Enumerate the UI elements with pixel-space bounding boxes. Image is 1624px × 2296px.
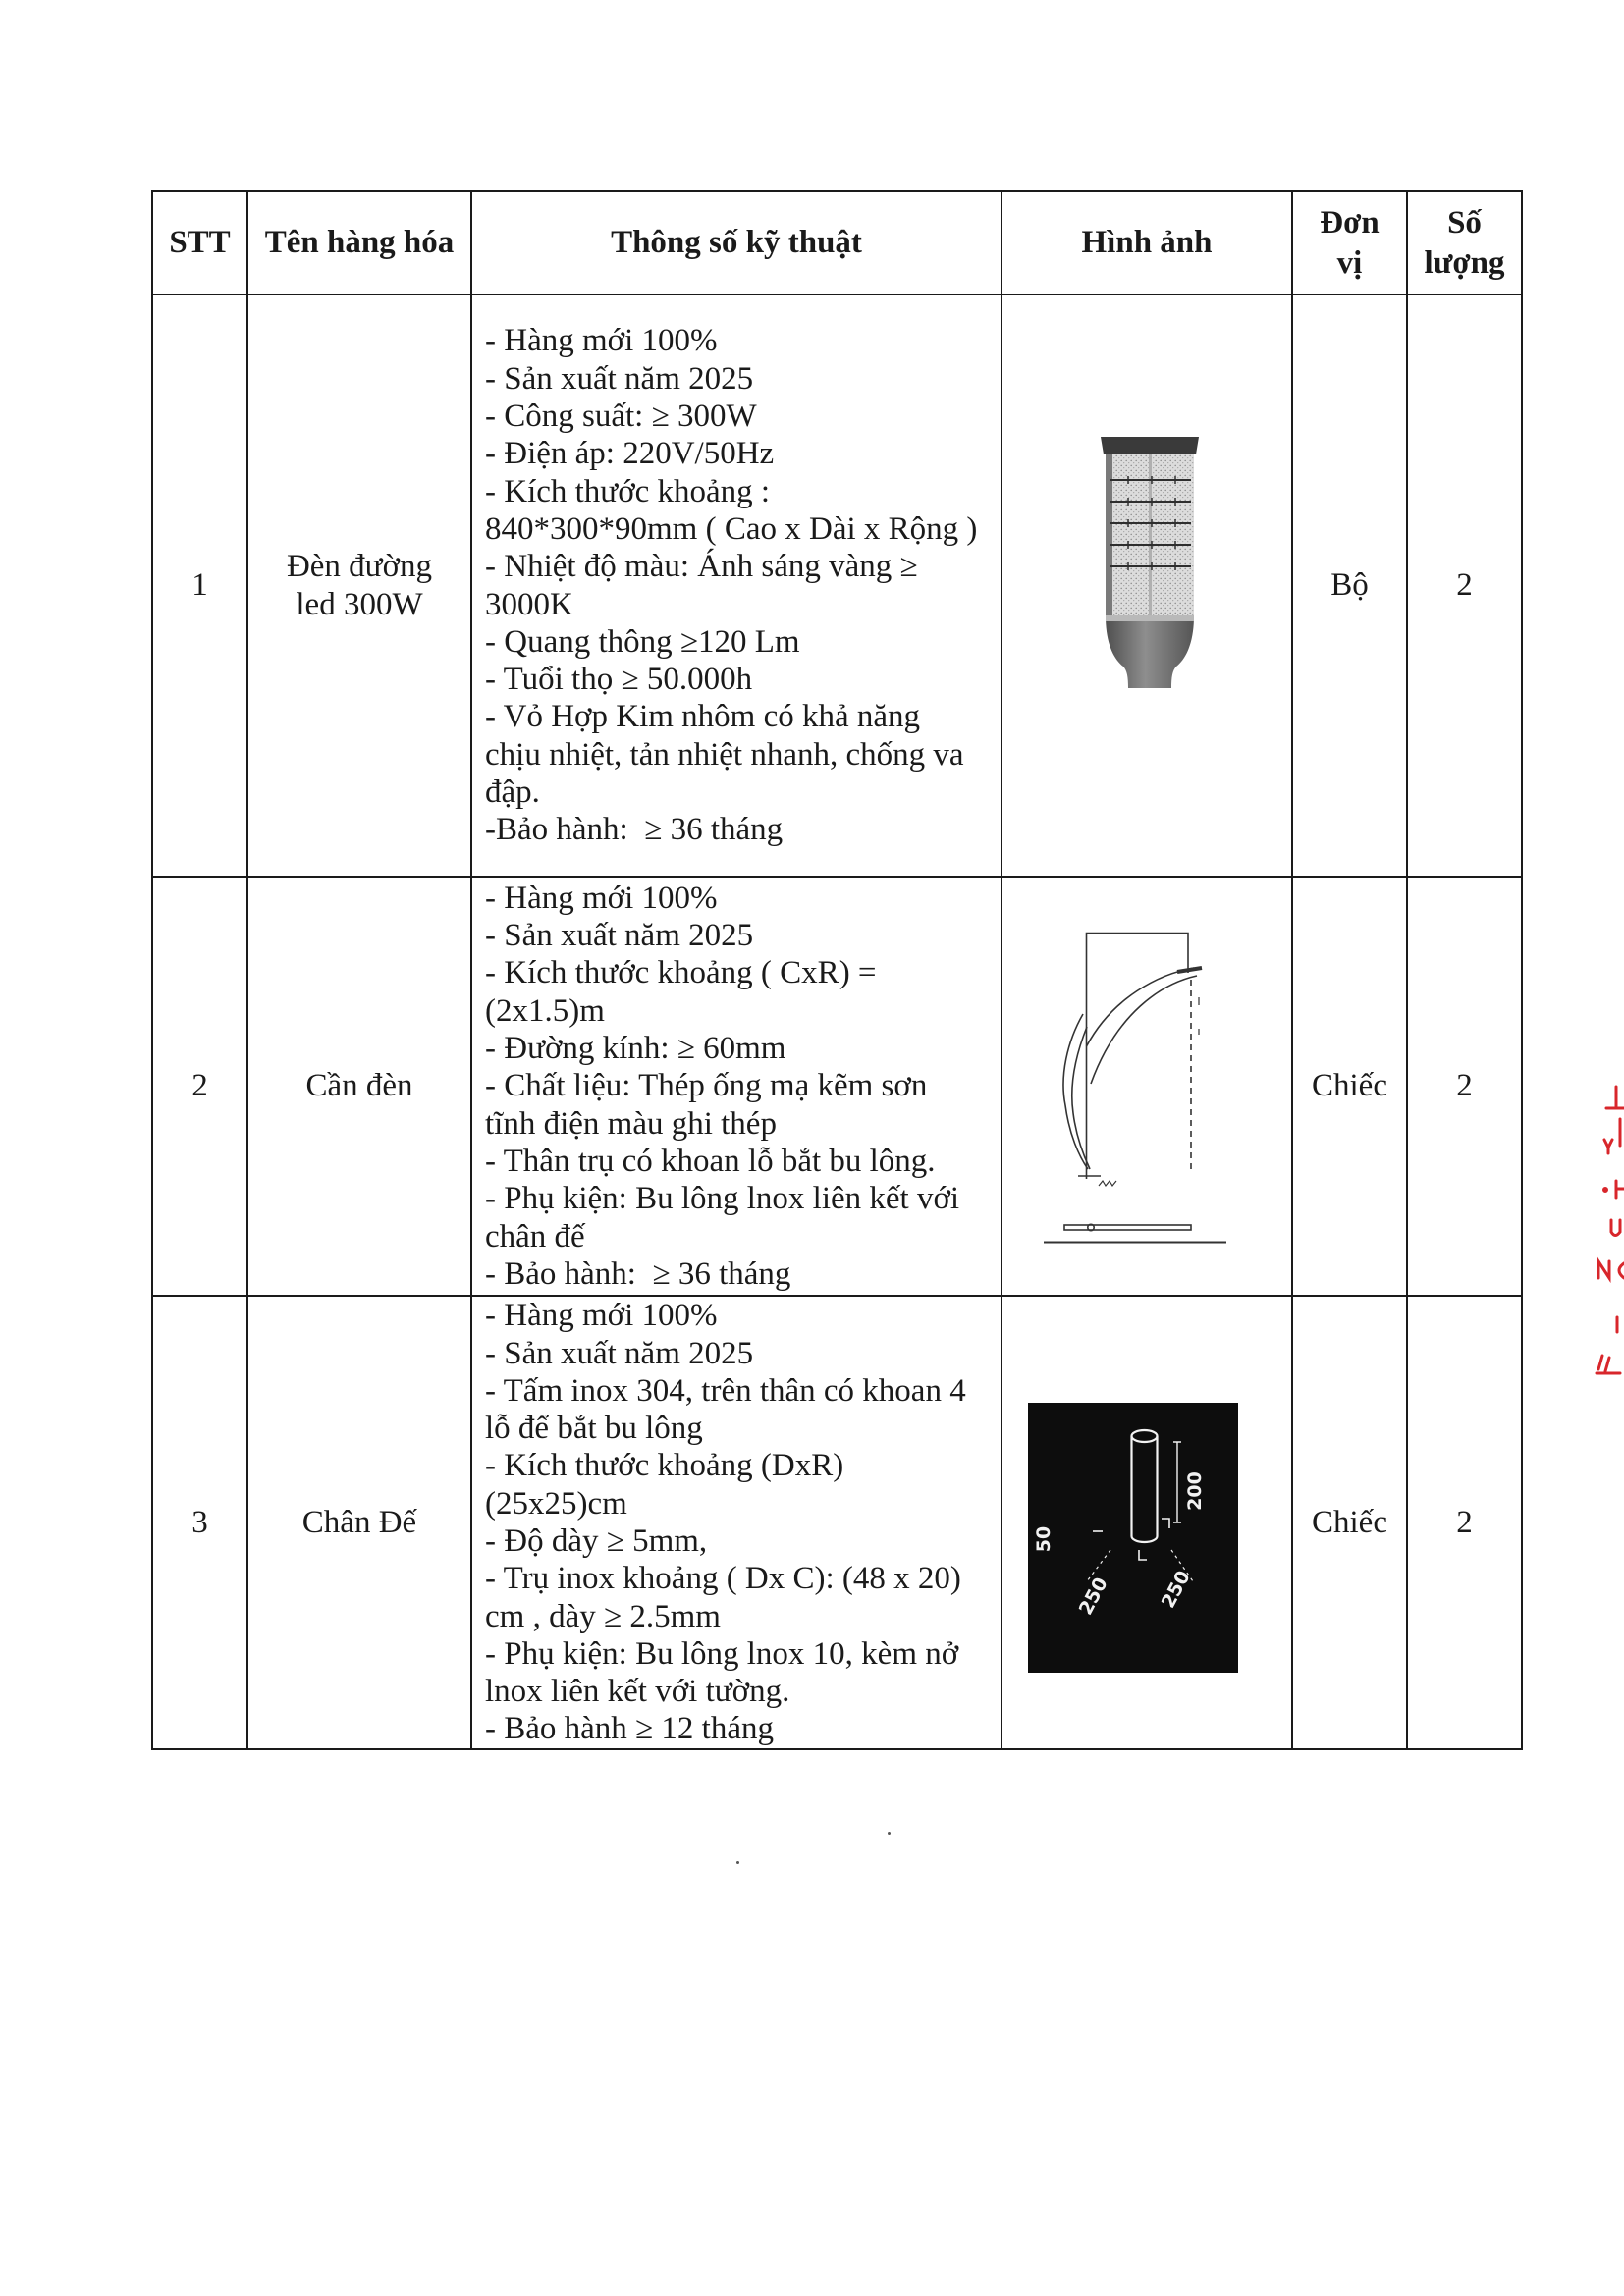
- spec-line: -Bảo hành: ≥ 36 tháng: [485, 812, 784, 848]
- base-plate-drawing-icon: [1028, 1403, 1238, 1673]
- stt-value: 3: [191, 1504, 208, 1540]
- spec-line: 840*300*90mm ( Cao x Dài x Rộng ): [485, 510, 978, 547]
- product-name-line: led 300W: [296, 586, 423, 622]
- led-street-light-icon: [1101, 435, 1199, 688]
- spec-line: - Hàng mới 100%: [485, 1298, 718, 1334]
- product-name-line: Chân Đế: [301, 1504, 417, 1540]
- side-view-tube: [1064, 1225, 1191, 1230]
- header-unit-line: vị: [1336, 244, 1363, 281]
- header-qty: [1408, 192, 1523, 295]
- row-1-qty: [1408, 295, 1523, 878]
- spec-line: chân đế: [485, 1218, 585, 1255]
- header-qty-line: lượng: [1424, 244, 1505, 281]
- spec-line: - Sản xuất năm 2025: [485, 918, 754, 954]
- product-name-line: Cần đèn: [305, 1068, 413, 1104]
- spec-line: - Hàng mới 100%: [485, 323, 718, 359]
- spec-line: - Thân trụ có khoan lỗ bắt bu lông.: [485, 1143, 936, 1179]
- spec-line: - Chất liệu: Thép ống mạ kẽm sơn: [485, 1068, 928, 1104]
- goods-spec-table: [151, 190, 1523, 1750]
- lamp-housing: [1106, 615, 1194, 688]
- spec-line: (2x1.5)m: [485, 992, 605, 1029]
- spec-line: 3000K: [485, 586, 573, 622]
- row-3-specs: [472, 1297, 1002, 1750]
- header-specs-label: Thông số kỹ thuật: [611, 225, 862, 260]
- product-name-line: Đèn đường: [286, 549, 433, 585]
- stamp-stroke: [1604, 1140, 1612, 1153]
- row-2-unit: [1293, 878, 1408, 1297]
- stamp-stroke: [1598, 1261, 1609, 1278]
- unit-value: Bộ: [1330, 567, 1369, 604]
- row-1-name: [248, 295, 472, 878]
- unit-value: Chiếc: [1312, 1504, 1387, 1540]
- spec-line: - Kích thước khoảng ( CxR) =: [485, 955, 877, 991]
- spec-line: - Hàng mới 100%: [485, 880, 718, 916]
- row-3-image: [1002, 1297, 1293, 1750]
- spec-line: lnox liên kết với tường.: [485, 1674, 790, 1710]
- row-3-qty: [1408, 1297, 1523, 1750]
- header-stt-label: STT: [169, 225, 231, 260]
- row-3-stt: [153, 1297, 248, 1750]
- lamp-arm-drawing-icon: [1044, 929, 1229, 1247]
- row-2-qty: [1408, 878, 1523, 1297]
- qty-value: 2: [1456, 567, 1473, 604]
- header-name: [248, 192, 472, 295]
- spec-line: - Kích thước khoảng :: [485, 473, 771, 509]
- spec-line: - Nhiệt độ màu: Ánh sáng vàng ≥: [485, 549, 918, 585]
- spec-line: (25x25)cm: [485, 1485, 627, 1522]
- spec-line: - Kích thước khoảng (DxR): [485, 1448, 844, 1484]
- spec-line: cm , dày ≥ 2.5mm: [485, 1598, 721, 1634]
- spec-line: - Công suất: ≥ 300W: [485, 399, 757, 435]
- spec-line: - Tấm inox 304, trên thân có khoan 4: [485, 1372, 966, 1409]
- tube-dimension-label: 50: [1033, 1525, 1055, 1553]
- header-name-label: Tên hàng hóa: [264, 225, 455, 260]
- spec-line: - Quang thông ≥120 Lm: [485, 623, 800, 660]
- lamp-cap: [1101, 437, 1199, 454]
- row-2-stt: [153, 878, 248, 1297]
- depth-dimension-label: 250: [1157, 1567, 1195, 1612]
- arm-curve-lower: [1091, 976, 1197, 1084]
- spec-line: tĩnh điện màu ghi thép: [485, 1105, 777, 1142]
- spec-line: - Đường kính: ≥ 60mm: [485, 1031, 786, 1067]
- red-stamp-fragment: [1591, 1075, 1624, 1389]
- header-unit-line: Đơn: [1320, 204, 1380, 240]
- header-image: [1002, 192, 1293, 295]
- spec-line: chịu nhiệt, tản nhiệt nhanh, chống va: [485, 736, 964, 773]
- header-image-label: Hình ảnh: [1081, 225, 1213, 260]
- spec-line: - Điện áp: 220V/50Hz: [485, 436, 775, 472]
- row-1-specs: [472, 295, 1002, 878]
- stt-value: 1: [191, 567, 208, 604]
- header-qty-line: Số: [1447, 204, 1482, 240]
- stt-value: 2: [191, 1068, 208, 1104]
- row-3-unit: [1293, 1297, 1408, 1750]
- lamp-housing-rim: [1106, 615, 1194, 621]
- lamp-head: [1177, 968, 1202, 972]
- height-dimension-label: 200: [1184, 1471, 1206, 1511]
- spec-line: - Sản xuất năm 2025: [485, 1335, 754, 1371]
- stamp-stroke: [1597, 1356, 1620, 1373]
- scan-speck: [736, 1861, 739, 1864]
- spec-line: - Bảo hành: ≥ 36 tháng: [485, 1255, 791, 1292]
- spec-line: - Vỏ Hợp Kim nhôm có khả năng: [485, 699, 921, 735]
- row-1-stt: [153, 295, 248, 878]
- spec-line: - Trụ inox khoảng ( Dx C): (48 x 20): [485, 1561, 961, 1597]
- row-2-name: [248, 878, 472, 1297]
- spec-line: - Độ dày ≥ 5mm,: [485, 1523, 708, 1559]
- drawing-label-scribble: [1099, 1181, 1116, 1186]
- stamp-stroke: [1611, 1220, 1620, 1236]
- row-1-unit: [1293, 295, 1408, 878]
- qty-value: 2: [1456, 1504, 1473, 1540]
- spec-line: - Phụ kiện: Bu lông lnox 10, kèm nở: [485, 1635, 959, 1672]
- scan-speck: [888, 1832, 891, 1835]
- spec-line: - Phụ kiện: Bu lông lnox liên kết với: [485, 1181, 960, 1217]
- stamp-stroke: [1619, 1263, 1624, 1278]
- stamp-stroke: [1616, 1181, 1624, 1198]
- header-specs: [472, 192, 1002, 295]
- unit-value: Chiếc: [1312, 1068, 1387, 1104]
- spec-line: - Bảo hành ≥ 12 tháng: [485, 1711, 774, 1747]
- header-unit: [1293, 192, 1408, 295]
- row-2-image: [1002, 878, 1293, 1297]
- qty-value: 2: [1456, 1068, 1473, 1104]
- pole-outline: [1087, 934, 1189, 1180]
- spec-line: - Tuổi thọ ≥ 50.000h: [485, 662, 753, 698]
- spec-line: - Sản xuất năm 2025: [485, 360, 754, 397]
- arm-outer-curve: [1063, 1014, 1088, 1169]
- width-dimension-label: 250: [1074, 1574, 1112, 1619]
- stamp-dot: [1604, 1189, 1607, 1192]
- header-stt: [153, 192, 248, 295]
- row-3-name: [248, 1297, 472, 1750]
- row-2-specs: [472, 878, 1002, 1297]
- spec-line: đập.: [485, 774, 540, 810]
- row-1-image: [1002, 295, 1293, 878]
- spec-line: lỗ để bắt bu lông: [485, 1411, 703, 1447]
